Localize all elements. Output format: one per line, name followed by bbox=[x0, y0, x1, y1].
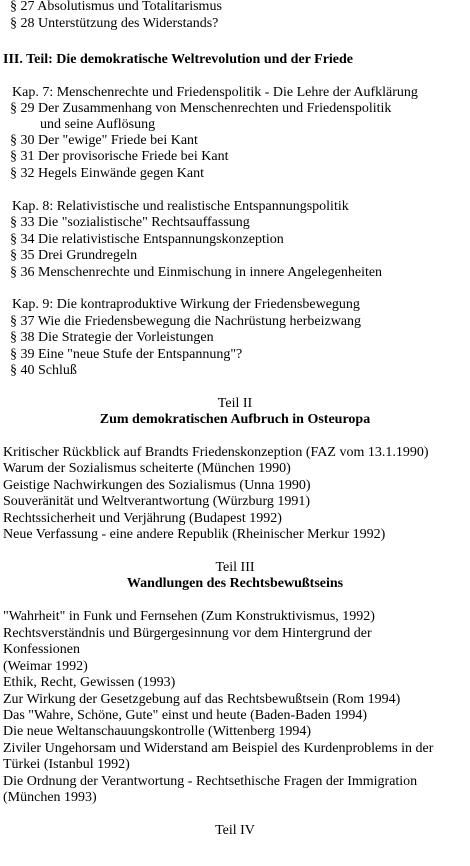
teil-3-entry: Zur Wirkung der Gesetzgebung auf das Rechtsbewußtsein (Rom 1994) bbox=[3, 692, 401, 707]
teil-3-entry: "Wahrheit" in Funk und Fernsehen (Zum Konstruktivismus, 1992) bbox=[3, 609, 375, 624]
toc-entry-33: § 33 Die "sozialistische" Rechtsauffassung bbox=[10, 215, 250, 230]
teil-2-entry: Rechtssicherheit und Verjährung (Budapest 1992) bbox=[3, 511, 282, 526]
chapter-7-title: Kap. 7: Menschenrechte und Friedenspolitik - Die Lehre der Aufklärung bbox=[12, 85, 418, 100]
teil-3-entry: Die Ordnung der Verantwortung - Rechtsethische Fragen der Immigration bbox=[3, 774, 418, 789]
toc-entry-36: § 36 Menschenrechte und Einmischung in innere Angelegenheiten bbox=[10, 265, 383, 280]
teil-3-title: Wandlungen des Rechtsbewußtseins bbox=[126, 576, 344, 591]
toc-entry-29: § 29 Der Zusammenhang von Menschenrechten und Friedenspolitik bbox=[10, 101, 392, 116]
teil-2-entry: Warum der Sozialismus scheiterte (München 1990) bbox=[3, 461, 291, 476]
chapter-8-title: Kap. 8: Relativistische und realistische Entspannungspolitik bbox=[12, 199, 349, 214]
toc-entry-35: § 35 Drei Grundregeln bbox=[10, 248, 138, 263]
toc-entry-27: § 27 Absolutismus und Totalitarismus bbox=[10, 0, 222, 14]
teil-3-entry: Das "Wahre, Schöne, Gute" einst und heute (Baden-Baden 1994) bbox=[3, 708, 368, 723]
toc-entry-34: § 34 Die relativistische Entspannungskonzeption bbox=[10, 232, 284, 247]
teil-2-title: Zum demokratischen Aufbruch in Osteuropa bbox=[99, 412, 371, 427]
toc-entry-29-continued: und seine Auflösung bbox=[40, 117, 156, 132]
part-3-heading: III. Teil: Die demokratische Weltrevolution und der Friede bbox=[3, 52, 354, 67]
toc-entry-40: § 40 Schluß bbox=[10, 363, 77, 378]
teil-2-entry: Kritischer Rückblick auf Brandts Friedenskonzeption (FAZ vom 13.1.1990) bbox=[3, 445, 429, 460]
teil-3-entry-continued: (Weimar 1992) bbox=[3, 659, 88, 674]
toc-entry-39: § 39 Eine "neue Stufe der Entspannung"? bbox=[10, 347, 243, 362]
teil-3-entry: Rechtsverständnis und Bürgergesinnung vor dem Hintergrund der bbox=[3, 626, 372, 641]
toc-entry-38: § 38 Die Strategie der Vorleistungen bbox=[10, 330, 214, 345]
teil-3-entry: Ziviler Ungehorsam und Widerstand am Beispiel des Kurdenproblems in der bbox=[3, 741, 434, 756]
teil-2-entry: Souveränität und Weltverantwortung (Würzburg 1991) bbox=[3, 494, 311, 509]
toc-entry-30: § 30 Der "ewige" Friede bei Kant bbox=[10, 133, 198, 148]
teil-2-label: Teil II bbox=[217, 396, 253, 411]
teil-3-label: Teil III bbox=[215, 560, 255, 575]
teil-3-entry: Ethik, Recht, Gewissen (1993) bbox=[3, 675, 176, 690]
toc-entry-32: § 32 Hegels Einwände gegen Kant bbox=[10, 166, 204, 181]
toc-entry-28: § 28 Unterstützung des Widerstands? bbox=[10, 16, 219, 31]
teil-3-entry: Die neue Weltanschauungskontrolle (Wittenberg 1994) bbox=[3, 724, 312, 739]
teil-4-label: Teil IV bbox=[215, 823, 255, 838]
toc-entry-31: § 31 Der provisorische Friede bei Kant bbox=[10, 149, 229, 164]
teil-3-entry-continued: Türkei (Istanbul 1992) bbox=[3, 757, 130, 772]
toc-entry-37: § 37 Wie die Friedensbewegung die Nachrüstung herbeizwang bbox=[10, 314, 362, 329]
teil-2-entry: Neue Verfassung - eine andere Republik (Rheinischer Merkur 1992) bbox=[3, 527, 386, 542]
teil-3-entry-continued: (München 1993) bbox=[3, 790, 97, 805]
teil-3-entry-continued: Konfessionen bbox=[3, 642, 80, 657]
chapter-9-title: Kap. 9: Die kontraproduktive Wirkung der Friedensbewegung bbox=[12, 297, 360, 312]
teil-2-entry: Geistige Nachwirkungen des Sozialismus (Unna 1990) bbox=[3, 478, 311, 493]
